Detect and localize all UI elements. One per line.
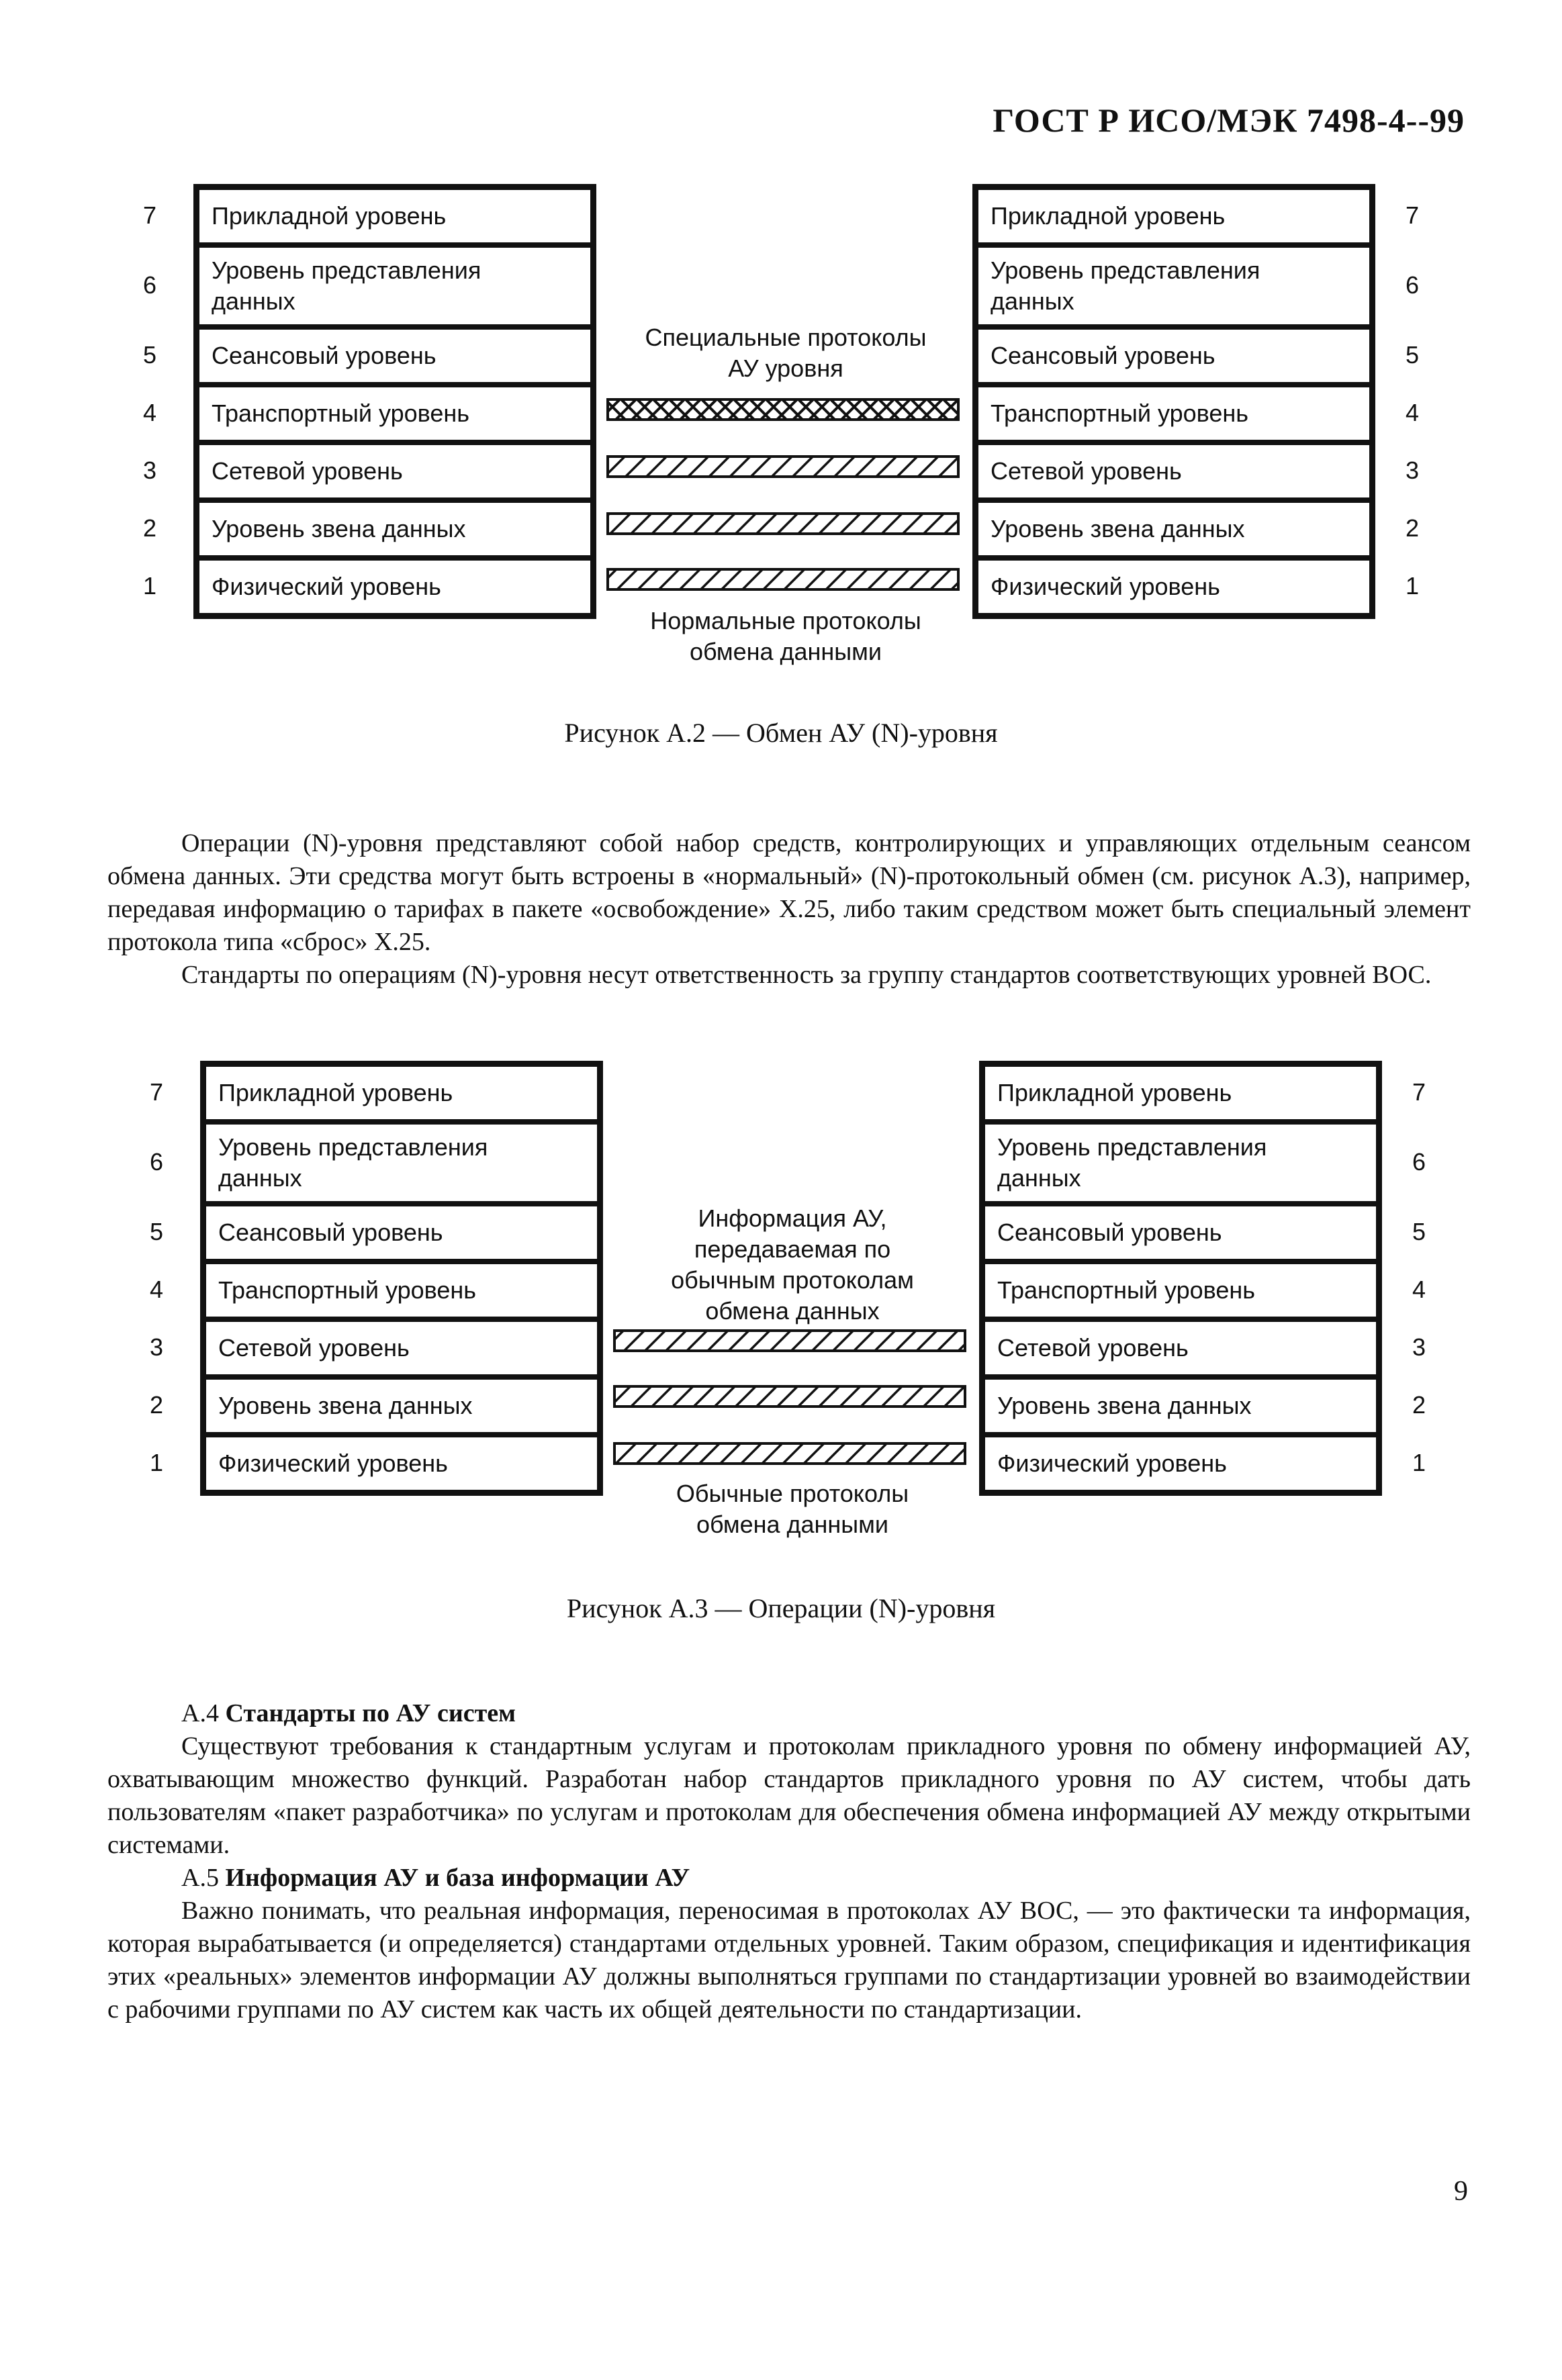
a2-left-layer-3 (197, 442, 593, 500)
page-number: 9 (1454, 2176, 1468, 2207)
a2-left-layer-label: Сеансовый уровень (212, 342, 437, 369)
a3-left-layer-label: Физический уровень (218, 1449, 448, 1477)
a3-left-layer-label: Уровень представления данных (218, 1133, 488, 1192)
a3-left-layer-label: Сеансовый уровень (218, 1219, 443, 1246)
a3-left-layer-number: 6 (149, 1148, 164, 1176)
a3-right-layer-label: Уровень представления данных (997, 1133, 1267, 1192)
a2-right-layer-label: Прикладной уровень (991, 202, 1226, 230)
figure-a2-caption: Рисунок А.2 — Обмен АУ (N)-уровня (564, 718, 998, 748)
a3-left-layer-3 (203, 1319, 600, 1377)
section-a5-title: Информация АУ и база информации АУ (225, 1864, 690, 1892)
a3-left-layer-label: Транспортный уровень (218, 1276, 477, 1304)
a3-protocol-bar-1 (614, 1443, 965, 1464)
a2-left-layer-label: Уровень звена данных (212, 515, 466, 542)
a3-right-layer-label: Уровень звена данных (997, 1392, 1252, 1419)
a2-left-layer-number: 1 (142, 572, 157, 600)
a2-right-layer-number: 3 (1405, 457, 1420, 484)
a3-right-layer-number: 7 (1412, 1078, 1426, 1106)
a3-right-layer-2 (982, 1377, 1379, 1435)
a3-right-layer-label: Транспортный уровень (997, 1276, 1256, 1304)
a3-left-layer-7 (203, 1064, 600, 1122)
a3-left-layer-number: 4 (149, 1276, 164, 1303)
a2-left-layer-label: Сетевой уровень (212, 457, 403, 485)
a3-right-layer-5 (982, 1204, 1379, 1262)
a2-right-layer-number: 6 (1405, 271, 1420, 299)
a2-right-layer-number: 7 (1405, 201, 1420, 229)
section-a5-number: А.5 (181, 1864, 219, 1892)
a3-right-layer-number: 3 (1412, 1333, 1426, 1361)
a3-right-layer-number: 1 (1412, 1449, 1426, 1476)
a2-right-layer-number: 5 (1405, 341, 1420, 369)
a3-left-layer-label: Сетевой уровень (218, 1334, 410, 1362)
a2-left-layer-label: Прикладной уровень (212, 202, 447, 230)
a3-right-layer-label: Физический уровень (997, 1449, 1227, 1477)
a2-normal-protocol-bar-2 (608, 514, 958, 534)
a2-right-layer-label: Сетевой уровень (991, 457, 1182, 485)
a2-normal-protocols-label: Нормальные протоколы обмена данными (650, 607, 921, 665)
a2-left-layer-5 (197, 327, 593, 385)
text-block-1 (107, 827, 1471, 992)
a2-left-layer-number: 6 (142, 271, 157, 299)
a2-left-layer-4 (197, 385, 593, 442)
a3-right-layer-number: 6 (1412, 1148, 1426, 1176)
a2-right-layer-number: 1 (1405, 572, 1420, 600)
a2-right-layer-1 (976, 558, 1372, 616)
a2-left-layer-7 (197, 187, 593, 245)
a2-right-layer-3 (976, 442, 1372, 500)
a2-normal-protocol-bar-1 (608, 569, 958, 589)
section-a4-body: Существуют требования к стандартным услугам и протоколам прикладного уровня по обмену информацией АУ, охватывающим множество функций. Разработан набор стандартов прикладного уровня по АУ систем, чтобы дать пользователям «пакет разработчика» по услугам и протоколам для обеспечения обмена информацией АУ между открытыми системами. (107, 1732, 1471, 1859)
a2-right-layer-label: Сеансовый уровень (991, 342, 1215, 369)
section-a4-title: Стандарты по АУ систем (225, 1699, 516, 1727)
a3-left-layer-4 (203, 1262, 600, 1319)
a2-left-layer-number: 3 (142, 457, 157, 484)
figure-a2 (0, 181, 1562, 692)
section-a5-heading (107, 1862, 1471, 1895)
a2-left-layer-number: 4 (142, 399, 157, 426)
a3-right-layer-1 (982, 1435, 1379, 1492)
a3-right-layer-label: Сеансовый уровень (997, 1219, 1222, 1246)
paragraph-standards: Стандарты по операциям (N)-уровня несут ответственность за группу стандартов соответствующих уровней ВОС. (181, 961, 1432, 989)
section-a5-body: Важно понимать, что реальная информация, переносимая в протоколах АУ ВОС, — это фактически та информация, которая вырабатывается (и определяется) стандартами отдельных уровней. Таким образом, спецификация и идентификация этих «реальных» элементов информации АУ должны выполняться группами по стандартизации уровней во взаимодействии с рабочими группами по АУ систем как часть их общей деятельности по стандартизации. (107, 1897, 1471, 2024)
figure-a3 (0, 1054, 1562, 1558)
a2-left-layer-label: Физический уровень (212, 573, 441, 600)
a2-left-layer-2 (197, 500, 593, 558)
a2-right-layer-7 (976, 187, 1372, 245)
section-a4-number: А.4 (181, 1699, 219, 1727)
a2-special-protocols-label: Специальные протоколы АУ уровня (645, 324, 927, 382)
a2-right-layer-4 (976, 385, 1372, 442)
a2-normal-protocol-bar-3 (608, 457, 958, 477)
a2-right-layer-number: 2 (1405, 514, 1420, 542)
a3-left-layer-number: 2 (149, 1391, 164, 1419)
a3-right-layer-3 (982, 1319, 1379, 1377)
a3-left-layer-6 (203, 1122, 600, 1204)
a3-left-layer-number: 7 (149, 1078, 164, 1106)
a2-left-layer-number: 7 (142, 201, 157, 229)
a2-left-layer-number: 5 (142, 341, 157, 369)
a2-right-layer-5 (976, 327, 1372, 385)
text-block-2 (107, 1697, 1471, 2026)
a2-left-layer-label: Транспортный уровень (212, 399, 470, 427)
a2-left-layer-number: 2 (142, 514, 157, 542)
a3-right-layer-label: Прикладной уровень (997, 1079, 1232, 1106)
a3-left-layer-number: 1 (149, 1449, 164, 1476)
a2-right-layer-label: Уровень представления данных (991, 256, 1260, 315)
a3-left-layer-number: 5 (149, 1218, 164, 1245)
a3-protocol-bar-3 (614, 1331, 965, 1351)
a2-left-layer-1 (197, 558, 593, 616)
a3-left-layer-label: Прикладной уровень (218, 1079, 453, 1106)
a2-left-layer-label: Уровень представления данных (212, 256, 481, 315)
a3-right-layer-6 (982, 1122, 1379, 1204)
a2-right-layer-label: Физический уровень (991, 573, 1220, 600)
a3-left-layer-5 (203, 1204, 600, 1262)
a3-left-layer-2 (203, 1377, 600, 1435)
a3-normal-protocols-label: Обычные протоколы обмена данными (676, 1480, 909, 1538)
a3-left-layer-label: Уровень звена данных (218, 1392, 473, 1419)
a3-right-layer-number: 2 (1412, 1391, 1426, 1419)
document-header: ГОСТ Р ИСО/МЭК 7498-4--99 (993, 101, 1465, 139)
a2-right-layer-2 (976, 500, 1372, 558)
a3-right-layer-7 (982, 1064, 1379, 1122)
a2-right-layer-label: Транспортный уровень (991, 399, 1249, 427)
a3-right-layer-number: 4 (1412, 1276, 1426, 1303)
a2-right-layer-number: 4 (1405, 399, 1420, 426)
figure-a3-caption: Рисунок А.3 — Операции (N)-уровня (566, 1593, 996, 1623)
a2-right-layer-6 (976, 245, 1372, 327)
section-a4-heading (107, 1697, 1471, 1730)
a3-protocol-bar-2 (614, 1386, 965, 1407)
a2-left-layer-6 (197, 245, 593, 327)
a3-left-layer-1 (203, 1435, 600, 1492)
a3-left-layer-number: 3 (149, 1333, 164, 1361)
paragraph-operations: Операции (N)-уровня представляют собой набор средств, контролирующих и управляющих отдельным сеансом обмена данных. Эти средства могут быть встроены в «нормальный» (N)-протокольный обмен (см. рисунок А.3), например, передавая информацию о тарифах в пакете «освобождение» Х.25, либо таким средством может быть специальный элемент протокола типа «сброс» Х.25. (107, 829, 1471, 956)
a3-info-label: Информация АУ, передаваемая по обычным протоколам обмена данных (671, 1204, 914, 1325)
a3-right-layer-4 (982, 1262, 1379, 1319)
a3-right-layer-number: 5 (1412, 1218, 1426, 1245)
a2-right-layer-label: Уровень звена данных (991, 515, 1245, 542)
a3-right-layer-label: Сетевой уровень (997, 1334, 1189, 1362)
a2-special-protocol-bar-4 (608, 399, 958, 420)
